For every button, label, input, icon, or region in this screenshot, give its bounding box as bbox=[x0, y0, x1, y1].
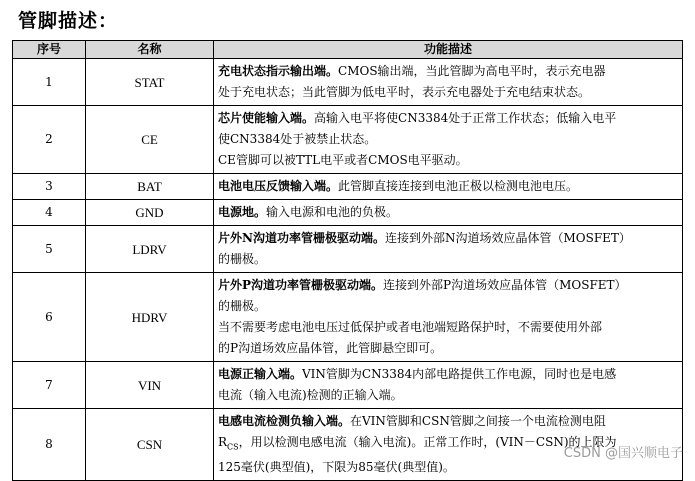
table-row bbox=[13, 362, 683, 409]
description-text: 此管脚直接连接到电池正极以检测电池电压。 bbox=[338, 179, 579, 193]
description-text: 的P沟道场效应晶体管，此管脚悬空即可。 bbox=[218, 341, 443, 355]
pin-name: LDRV bbox=[86, 226, 214, 273]
table-header-row bbox=[13, 41, 683, 59]
description-text: 125毫伏(典型值)，下限为85毫伏(典型值)。 bbox=[218, 460, 455, 475]
description-text: 在VIN管脚和CSN管脚之间接一个电流检测电阻 bbox=[350, 414, 606, 428]
pin-description bbox=[214, 106, 683, 174]
pin-name: STAT bbox=[86, 59, 214, 106]
description-text: 连接到外部P沟道场效应晶体管（MOSFET） bbox=[383, 278, 627, 292]
pin-description bbox=[214, 273, 683, 362]
table-row bbox=[13, 226, 683, 273]
description-text: 的栅极。 bbox=[218, 252, 267, 266]
description-text: 高输入电平将使CN3384处于正常工作状态；低输入电平 bbox=[314, 111, 617, 125]
pin-name: GND bbox=[86, 200, 214, 226]
watermark: CSDN @国兴顺电子 bbox=[563, 446, 683, 461]
pin-number: 1 bbox=[13, 59, 86, 106]
pin-function-title: 芯片使能输入端。 bbox=[218, 111, 315, 125]
pin-number: 7 bbox=[13, 362, 86, 409]
description-text: R bbox=[218, 435, 228, 449]
table-row bbox=[13, 200, 683, 226]
pin-description bbox=[214, 174, 683, 200]
pin-name: CSN bbox=[86, 409, 214, 481]
description-text: 使CN3384处于被禁止状态。 bbox=[218, 132, 377, 146]
pin-function-title: 电源正输入端。 bbox=[218, 367, 303, 381]
pin-description bbox=[214, 59, 683, 106]
pin-name: VIN bbox=[86, 362, 214, 409]
pin-function-title: 片外N沟道功率管栅极驱动端。 bbox=[218, 231, 385, 245]
pin-description bbox=[214, 200, 683, 226]
description-text: CE管脚可以被TTL电平或者CMOS电平驱动。 bbox=[218, 153, 468, 167]
pin-function-title: 电池电压反馈输入端。 bbox=[218, 179, 339, 193]
column-header-num: 序号 bbox=[13, 41, 86, 59]
description-text: 处于充电状态；当此管脚为低电平时，表示充电器处于充电结束状态。 bbox=[218, 85, 591, 99]
pin-number: 4 bbox=[13, 200, 86, 226]
description-text: 电流（输入电流)检测的正输入端。 bbox=[218, 388, 403, 402]
subscript-text: CS bbox=[227, 442, 239, 452]
page-heading: 管脚描述： bbox=[18, 10, 119, 32]
description-text: 的栅极。 bbox=[218, 299, 267, 313]
pin-number: 8 bbox=[13, 409, 86, 481]
pin-function-title: 片外P沟道功率管栅极驱动端。 bbox=[218, 278, 384, 292]
column-header-desc: 功能描述 bbox=[214, 41, 683, 59]
pin-function-title: 电感电流检测负输入端。 bbox=[218, 414, 351, 428]
pin-description bbox=[214, 226, 683, 273]
description-text: 输入电源和电池的负极。 bbox=[266, 205, 399, 219]
pin-function-title: 电源地。 bbox=[218, 205, 267, 219]
pin-name: HDRV bbox=[86, 273, 214, 362]
pin-name: BAT bbox=[86, 174, 214, 200]
pin-description-table bbox=[12, 40, 683, 481]
table-row bbox=[13, 273, 683, 362]
pin-number: 2 bbox=[13, 106, 86, 174]
pin-number: 3 bbox=[13, 174, 86, 200]
description-text: 连接到外部N沟道场效应晶体管（MOSFET） bbox=[384, 231, 631, 245]
description-text: 当不需要考虑电池电压过低保护或者电池端短路保护时，不需要使用外部 bbox=[218, 320, 603, 334]
pin-name: CE bbox=[86, 106, 214, 174]
pin-description bbox=[214, 362, 683, 409]
table-row bbox=[13, 174, 683, 200]
pin-number: 5 bbox=[13, 226, 86, 273]
description-text: ，用以检测电感电流（输入电流)。正常工作时，(VIN－CSN)的上限为 bbox=[238, 435, 617, 449]
column-header-name: 名称 bbox=[86, 41, 214, 59]
table-row bbox=[13, 59, 683, 106]
table-row bbox=[13, 106, 683, 174]
pin-function-title: 充电状态指示输出端。 bbox=[218, 64, 339, 78]
description-text: CMOS输出端，当此管脚为高电平时，表示充电器 bbox=[338, 64, 606, 78]
description-text: VIN管脚为CN3384内部电路提供工作电源，同时也是电感 bbox=[302, 367, 617, 381]
pin-number: 6 bbox=[13, 273, 86, 362]
